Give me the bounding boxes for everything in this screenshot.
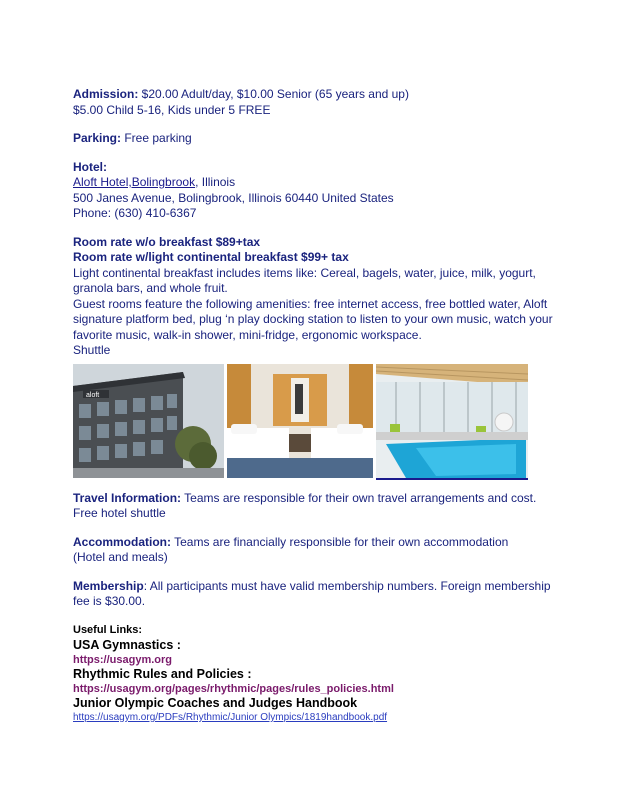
usa-gymnastics-link[interactable]: https://usagym.org xyxy=(73,654,173,666)
parking-text: Free parking xyxy=(121,131,192,145)
hotel-section xyxy=(73,160,553,222)
admission-line1: $20.00 Adult/day, $10.00 Senior (65 years and up) xyxy=(138,87,409,101)
rhythmic-rules-heading: Rhythmic Rules and Policies : xyxy=(73,667,252,681)
rhythmic-rules-link[interactable]: https://usagym.org/pages/rhythmic/pages/rules_policies.html xyxy=(73,683,394,695)
parking-section xyxy=(73,131,553,147)
hotel-phone: Phone: (630) 410-6367 xyxy=(73,206,197,220)
document-page xyxy=(73,87,553,724)
membership-text: : All participants must have valid membership numbers. Foreign membership fee is $30.00. xyxy=(73,578,551,608)
useful-links-section xyxy=(73,623,553,725)
rate-no-breakfast: Room rate w/o breakfast $89+tax xyxy=(73,234,261,249)
admission-line2: $5.00 Child 5-16, Kids under 5 FREE xyxy=(73,102,271,117)
membership-label: Membership xyxy=(73,578,144,593)
shuttle-text: Shuttle xyxy=(73,343,111,357)
admission-section xyxy=(73,87,553,118)
accommodation-section xyxy=(73,535,553,566)
parking-label: Parking: xyxy=(73,131,122,145)
handbook-heading: Junior Olympic Coaches and Judges Handbook xyxy=(73,696,358,710)
hotel-exterior-photo xyxy=(73,364,224,478)
amenities-description: Guest rooms feature the following amenities: free internet access, free bottled water, Aloft signature platform bed, plug ‘n play docking station to listen to your own music, watch your favorite music, walk-in shower, mini-fridge, ergonomic workspace. xyxy=(73,296,553,342)
hotel-pool-photo xyxy=(376,364,528,480)
hotel-room-photo xyxy=(227,364,373,478)
accommodation-label: Accommodation: xyxy=(73,534,172,549)
accommodation-text: Teams are financially responsible for their own accommodation xyxy=(171,534,509,549)
hotel-name-suffix: , Illinois xyxy=(195,175,236,189)
membership-section xyxy=(73,579,553,610)
rates-section xyxy=(73,235,553,359)
travel-text: Teams are responsible for their own travel arrangements and cost. xyxy=(181,490,537,505)
hotel-photos xyxy=(73,364,553,478)
useful-links-title: Useful Links: xyxy=(73,623,143,636)
aloft-sign: aloft xyxy=(86,391,100,399)
handbook-link[interactable]: https://usagym.org/PDFs/Rhythmic/Junior Olympics/1819handbook.pdf xyxy=(73,712,388,723)
travel-section xyxy=(73,491,553,522)
accommodation-line2: (Hotel and meals) xyxy=(73,550,168,564)
hotel-name-link[interactable]: Aloft Hotel,Bolingbrook xyxy=(73,175,196,189)
breakfast-description: Light continental breakfast includes items like: Cereal, bagels, water, juice, milk, yogurt, granola bars, and whole fruit. xyxy=(73,265,536,295)
admission-label: Admission: xyxy=(73,87,139,101)
hotel-address: 500 Janes Avenue, Bolingbrook, Illinois 60440 United States xyxy=(73,190,394,205)
usa-gymnastics-heading: USA Gymnastics : xyxy=(73,638,181,652)
rate-with-breakfast: Room rate w/light continental breakfast $99+ tax xyxy=(73,250,349,264)
hotel-label: Hotel: xyxy=(73,159,107,174)
travel-line2: Free hotel shuttle xyxy=(73,506,166,520)
travel-label: Travel Information: xyxy=(73,490,182,505)
